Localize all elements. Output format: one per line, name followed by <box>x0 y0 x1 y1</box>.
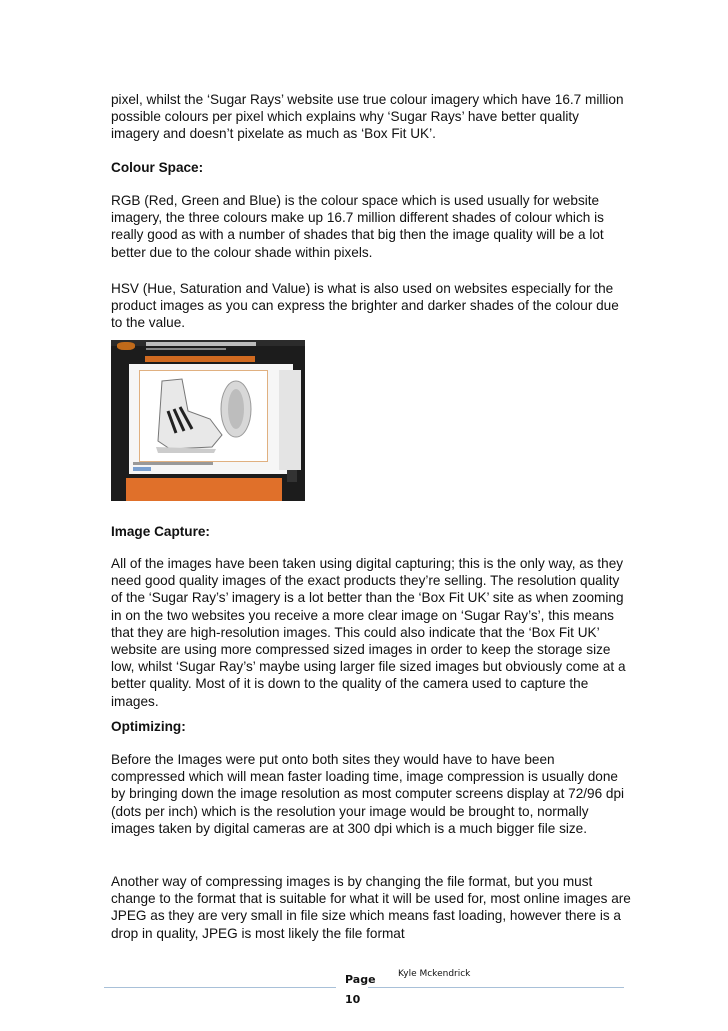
paragraph-2: RGB (Red, Green and Blue) is the colour space which is used usually for website imagery, the three colours make up 16.7 million different shades of colour which is really good as with a number of shades that big then the image quality will be a lot better due to the colour shade within pixels. <box>111 193 604 260</box>
figure-sidebar <box>279 370 301 470</box>
paragraph-1: pixel, whilst the ‘Sugar Rays’ website use true colour imagery which have 16.7 million possible colours per pixel which explains why ‘Sugar Rays’ have better quality imagery and doesn’t pixelate as much as ‘Box Fit UK’. <box>111 92 624 142</box>
figure-side-thumb <box>287 470 297 482</box>
paragraph-6: Another way of compressing images is by changing the file format, but you must change to the format that is suitable for what it will be used for, most online images are JPEG as they are very small in file size which means fast loading, however there is a drop in quality, JPEG is most likely the file format <box>111 874 631 941</box>
paragraph-4: All of the images have been taken using digital capturing; this is the only way, as they need good quality images of the exact products they’re selling. The resolution quality of the ‘Sugar Ray’s’ imagery is a lot better than the ‘Box Fit UK’ site as when zooming in on the two websites you receive a more clear image on ‘Sugar Ray’s’, this means that they are high-resolution images. This could also indicate that the ‘Box Fit UK’ website are using more compressed sized images in order to keep the storage size low, whilst ‘Sugar Ray’s’ maybe using larger file sized images but obviously come at a better quality. Most of it is down to the quality of the camera used to capture the images. <box>111 556 626 709</box>
footer-rule-right <box>368 987 624 988</box>
paragraph-3: HSV (Hue, Saturation and Value) is what is also used on websites especially for the product images as you can express the brighter and darker shades of the colour due to the value. <box>111 281 619 331</box>
footer-page-number: 10 <box>345 993 361 1006</box>
heading-optimizing: Optimizing: <box>111 719 186 734</box>
figure-button <box>133 467 151 471</box>
heading-image-capture: Image Capture: <box>111 524 210 539</box>
footer-page-label: Page <box>345 973 376 986</box>
footer-rule-left <box>104 987 336 988</box>
boxing-boot-icon <box>140 371 267 461</box>
figure-title-bar <box>146 342 256 346</box>
heading-colour-space: Colour Space: <box>111 160 204 175</box>
website-screenshot-figure <box>111 340 305 501</box>
footer-author: Kyle Mckendrick <box>398 969 471 979</box>
figure-product-image <box>139 370 268 462</box>
paragraph-5: Before the Images were put onto both sites they would have to have been compressed which will mean faster loading time, image compression is usually done by bringing down the image resolution as most computer screens display at 72/96 dpi (dots per inch) which is the resolution your image would be brought to, normally images taken by digital cameras are at 300 dpi which is a much bigger file size. <box>111 752 625 836</box>
figure-nav-bar <box>145 356 255 362</box>
figure-subtitle-bar <box>146 348 226 350</box>
figure-orange-footer <box>126 478 282 501</box>
figure-logo <box>117 342 135 350</box>
figure-caption-bar <box>133 462 213 465</box>
